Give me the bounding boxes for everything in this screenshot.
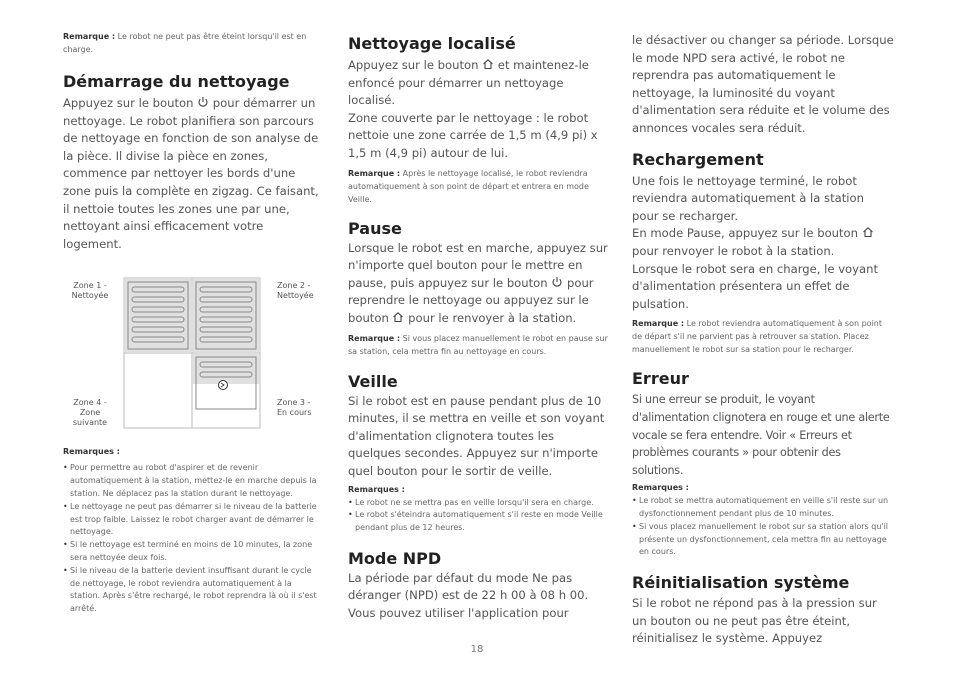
remarks-label: Remarques : bbox=[63, 447, 120, 457]
heading-spot-cleaning: Nettoyage localisé bbox=[348, 34, 516, 53]
note-label: Remarque : bbox=[63, 32, 116, 41]
reset-body: Si le robot ne répond pas à la pression sur un bouton ou ne peut pas être éteint, réinitialisez le système. Appuyez bbox=[632, 596, 877, 646]
error-remarks-label: Remarques : bbox=[632, 483, 689, 493]
recharge-body-3: Lorsque le robot sera en charge, le voyant d'alimentation présentera un effet de pulsation. bbox=[632, 261, 879, 311]
note-text: Après le nettoyage localisé, le robot reviendra automatiquement à son point de départ et entrera en mode Veille. bbox=[348, 168, 589, 204]
note-label: Remarque : bbox=[348, 168, 401, 178]
column-3 bbox=[632, 30, 894, 648]
spot-body-2: Zone couverte par le nettoyage : le robot nettoie une zone carrée de 1,5 m (4,9 pi) x 1,5 m (4,9 pi) autour de lui. bbox=[348, 110, 598, 160]
heading-recharge: Rechargement bbox=[632, 149, 764, 169]
note-label: Remarque : bbox=[632, 319, 685, 329]
heading-dnd: Mode NPD bbox=[348, 548, 442, 568]
body-text: pour renvoyer le robot à la station. bbox=[632, 243, 835, 258]
start-cleaning-body bbox=[63, 95, 321, 253]
note-text: Le robot reviendra automatiquement à son point de départ s'il ne parvient pas à retrouver sa station. Placez manuellement le robot sur sa station pour le recharger. bbox=[632, 319, 883, 355]
note-label: Remarque : bbox=[348, 333, 401, 343]
body-text: Appuyez sur le bouton bbox=[348, 58, 483, 72]
dnd-body: La période par défaut du mode Ne pas déranger (NPD) est de 22 h 00 à 08 h 00. Vous pouvez utiliser l'application pour bbox=[348, 570, 589, 621]
sleep-body: Si le robot est en pause pendant plus de 10 minutes, il se mettra en veille et son voyant d'alimentation clignotera toutes les quelques secondes. Appuyez sur n'importe quel bouton pour le sortir de veille. bbox=[348, 393, 605, 478]
body-text: pour reprendre le nettoyage ou appuyez sur le bouton bbox=[348, 275, 594, 325]
recharge-note bbox=[632, 317, 894, 356]
home-icon bbox=[482, 58, 494, 70]
heading-system-reset: Réinitialisation système bbox=[632, 573, 850, 593]
body-text: Appuyez sur le bouton bbox=[63, 96, 198, 110]
remarks-list bbox=[63, 462, 321, 616]
list-item: • Le robot se mettra automatiquement en veille s'il reste sur un dysfonctionnement pendant plus de 10 minutes. bbox=[632, 495, 894, 521]
recharge-body-1: Une fois le nettoyage terminé, le robot reviendra automatiquement à la station pour se recharger. bbox=[632, 173, 864, 223]
heading-sleep: Veille bbox=[348, 371, 398, 391]
error-body: Si une erreur se produit, le voyant d'alimentation clignotera en rouge et une alerte vocale se fera entendre. Voir « Erreurs et problèmes courants » pour obtenir des solutions. bbox=[632, 393, 890, 477]
heading-start-cleaning: Démarrage du nettoyage bbox=[63, 72, 290, 91]
pause-body bbox=[348, 240, 610, 328]
list-item: • Pour permettre au robot d'aspirer et de revenir automatiquement à la station, mettez-le en marche depuis la station. Ne déplacez pas la station durant le nettoyage. bbox=[63, 462, 321, 500]
sleep-remarks-list bbox=[348, 497, 610, 535]
cleaning-zones-diagram bbox=[63, 281, 321, 431]
column-2 bbox=[348, 30, 610, 623]
list-item: • Le robot ne se mettra pas en veille lorsqu'il sera en charge. bbox=[348, 497, 610, 510]
note-text: Le robot ne peut pas être éteint lorsqu'il est en charge. bbox=[63, 32, 307, 54]
robot-icon bbox=[219, 381, 228, 390]
page-number: 18 bbox=[470, 644, 484, 655]
zone1-label: Zone 1 - Nettoyée bbox=[71, 281, 109, 301]
sleep-remarks-label: Remarques : bbox=[348, 484, 405, 494]
zone4-label: Zone 4 - Zone suivante bbox=[72, 398, 108, 428]
body-text: pour le renvoyer à la station. bbox=[404, 310, 577, 325]
spot-note bbox=[348, 167, 610, 206]
body-text: et maintenez-le enfoncé pour démarrer un nettoyage localisé. bbox=[348, 58, 589, 108]
spot-body bbox=[348, 57, 610, 110]
zone3-label: Zone 3 - En cours bbox=[277, 398, 312, 418]
power-icon bbox=[551, 276, 563, 288]
list-item: • Le nettoyage ne peut pas démarrer si le niveau de la batterie est trop faible. Laissez le robot charger avant de démarrer le nettoyage. bbox=[63, 501, 321, 539]
zone1-area bbox=[125, 279, 191, 352]
home-icon bbox=[862, 226, 874, 238]
list-item: • Si le niveau de la batterie devient insuffisant durant le cycle de nettoyage, le robot reviendra automatiquement à la station. Après s'être rechargé, le robot reprendra là où il s'est arrêté. bbox=[63, 565, 321, 616]
pause-note bbox=[348, 332, 610, 358]
list-item: • Si le nettoyage est terminé en moins de 10 minutes, la zone sera nettoyée deux fois. bbox=[63, 539, 321, 565]
column-1 bbox=[63, 30, 321, 616]
body-text: Lorsque le robot est en marche, appuyez sur n'importe quel bouton pour le mettre en pause, puis appuyez sur le bouton bbox=[348, 240, 608, 290]
zone2-area bbox=[193, 279, 259, 352]
dnd-continued: le désactiver ou changer sa période. Lorsque le mode NPD sera activé, le robot ne reprendra pas automatiquement le nettoyage, la luminosité du voyant d'alimentation sera réduite et le volume des annonces vocales sera réduit. bbox=[632, 33, 894, 135]
heading-error: Erreur bbox=[632, 369, 689, 389]
recharge-body-2 bbox=[632, 225, 894, 260]
list-item: • Le robot s'éteindra automatiquement s'il reste en mode Veille pendant plus de 12 heures. bbox=[348, 509, 610, 535]
note-text: Si vous placez manuellement le robot en pause sur sa station, cela mettra fin au nettoyage en cours. bbox=[348, 333, 608, 356]
zone2-label: Zone 2 - Nettoyée bbox=[277, 281, 314, 301]
body-text: pour démarrer un nettoyage. Le robot planifiera son parcours de nettoyage en fonction de son analyse de la pièce. Il divise la pièce en zones, commence par nettoyer les bords d'une zone puis la complète en zigzag. Ce faisant, il nettoie toutes les zones une par une, nettoyant ainsi efficacement votre logement. bbox=[63, 96, 319, 251]
power-icon bbox=[197, 96, 209, 108]
body-text: En mode Pause, appuyez sur le bouton bbox=[632, 226, 862, 241]
error-remarks-list bbox=[632, 495, 894, 559]
top-note bbox=[63, 30, 321, 56]
zones-grid bbox=[123, 277, 273, 431]
heading-pause: Pause bbox=[348, 218, 402, 238]
home-icon bbox=[392, 311, 404, 323]
list-item: • Si vous placez manuellement le robot sur sa station alors qu'il présente un dysfonctionnement, cela mettra fin au nettoyage en cours. bbox=[632, 521, 894, 559]
